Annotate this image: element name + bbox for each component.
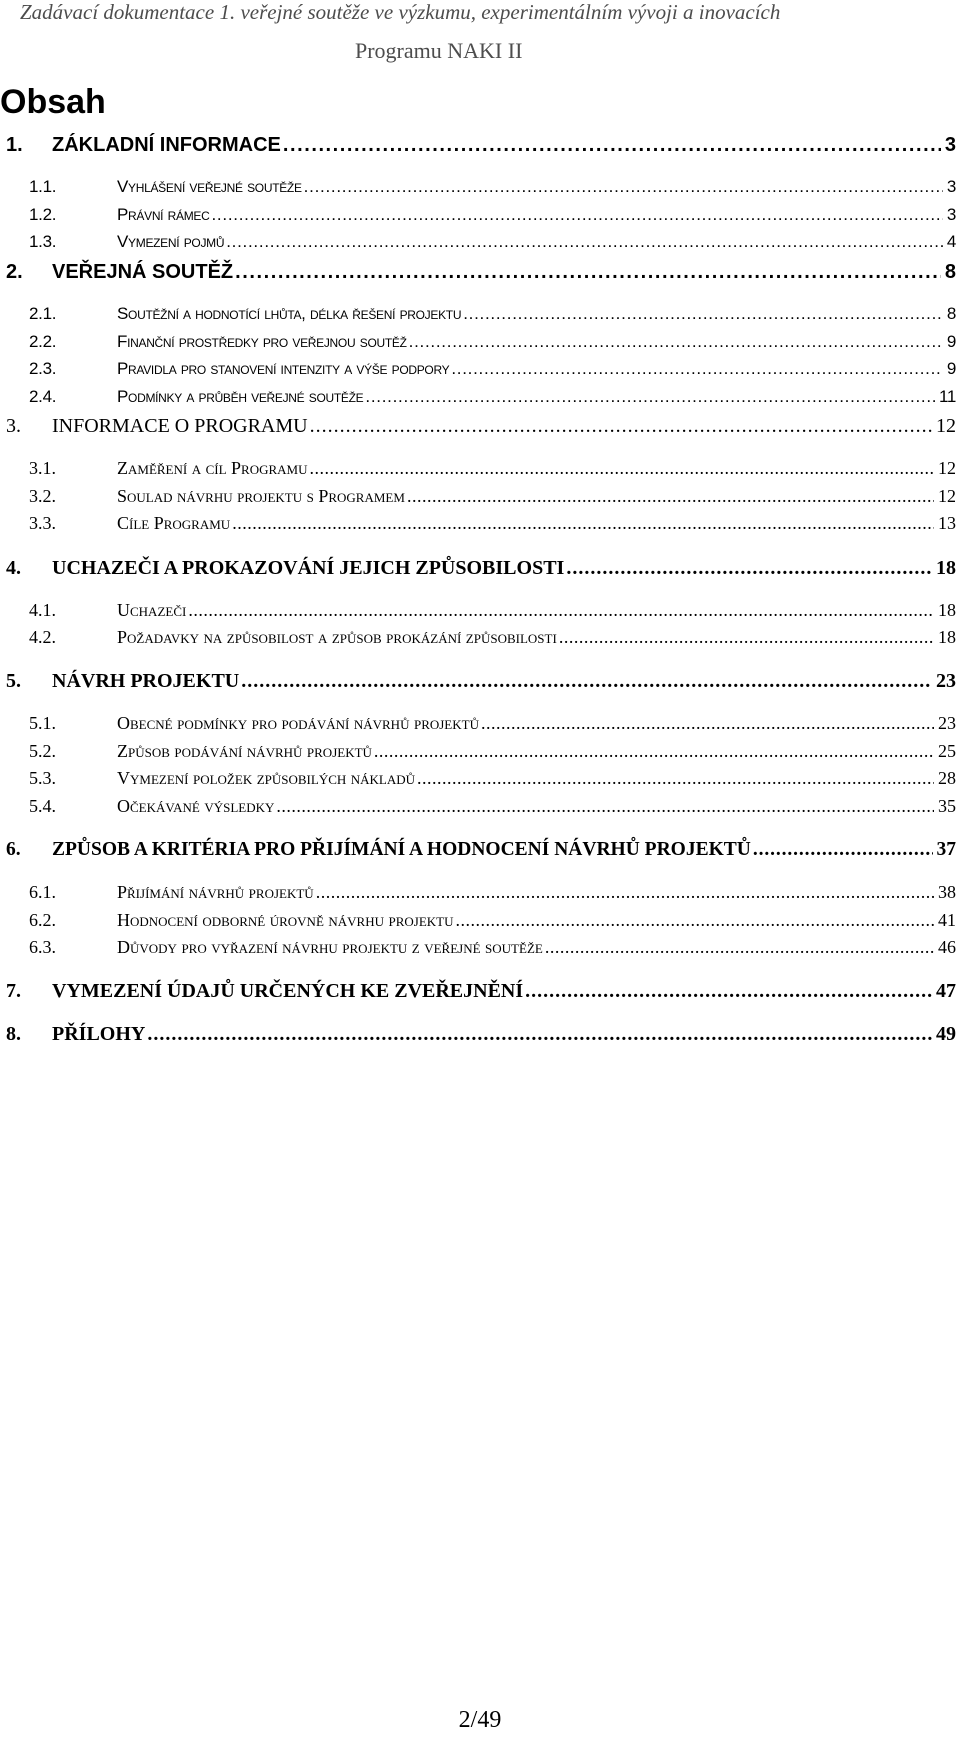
toc-entry-label: Pravidla pro stanovení intenzity a výše podpory xyxy=(117,359,450,378)
toc-entry-6-2[interactable] xyxy=(29,910,956,931)
toc-dot-leader xyxy=(451,359,943,379)
toc-entry-5-1[interactable] xyxy=(29,713,956,734)
toc-entry-6[interactable] xyxy=(6,839,956,861)
toc-dot-leader xyxy=(316,882,934,903)
toc-dot-leader xyxy=(226,232,943,252)
toc-entry-page: 46 xyxy=(938,937,956,957)
toc-entry-2-1[interactable] xyxy=(29,304,956,324)
toc-dot-leader xyxy=(310,415,932,438)
toc-entry-number: 4.2. xyxy=(29,627,56,647)
toc-entry-label: Cíle Programu xyxy=(117,513,231,533)
toc-entry-number: 2. xyxy=(6,261,23,283)
toc-dot-leader xyxy=(241,670,932,693)
toc-entry-5[interactable] xyxy=(6,670,956,693)
toc-entry-3-1[interactable] xyxy=(29,458,956,479)
toc-entry-label: Vymezení položek způsobilých nákladů xyxy=(117,768,416,788)
toc-entry-page: 4 xyxy=(946,232,956,251)
toc-entry-label: PŘÍLOHY xyxy=(52,1023,146,1045)
toc-entry-page: 18 xyxy=(936,557,956,579)
toc-entry-number: 6. xyxy=(6,839,21,860)
toc-entry-page: 38 xyxy=(938,882,956,902)
toc-dot-leader xyxy=(409,332,943,352)
toc-entry-page: 9 xyxy=(946,332,956,351)
toc-entry-4-2[interactable] xyxy=(29,627,956,648)
toc-entry-page: 13 xyxy=(938,513,956,533)
toc-entry-2-2[interactable] xyxy=(29,332,956,352)
toc-entry-1-3[interactable] xyxy=(29,232,956,252)
toc-entry-6-3[interactable] xyxy=(29,937,956,958)
toc-dot-leader xyxy=(235,261,941,284)
toc-entry-number: 2.4. xyxy=(29,387,57,406)
toc-entry-label: Vymezení pojmů xyxy=(117,232,225,251)
toc-entry-page: 3 xyxy=(946,177,956,196)
toc-dot-leader xyxy=(417,768,934,789)
toc-entry-7[interactable] xyxy=(6,980,956,1003)
toc-entry-number: 3.2. xyxy=(29,486,56,506)
toc-entry-page: 18 xyxy=(938,600,956,620)
toc-entry-number: 5. xyxy=(6,670,21,692)
toc-entry-label: Soutěžní a hodnotící lhůta, délka řešení projektu xyxy=(117,304,462,323)
toc-entry-number: 5.1. xyxy=(29,713,56,733)
toc-entry-page: 8 xyxy=(944,261,956,283)
toc-entry-label: Právní rámec xyxy=(117,205,210,224)
toc-entry-5-3[interactable] xyxy=(29,768,956,789)
toc-dot-leader xyxy=(188,600,934,621)
toc-entry-label: Soulad návrhu projektu s Programem xyxy=(117,486,405,506)
toc-entry-number: 1.1. xyxy=(29,177,57,196)
toc-dot-leader xyxy=(559,627,934,648)
document-title: Zadávací dokumentace 1. veřejné soutěže ve výzkumu, experimentálním vývoji a inovacích xyxy=(20,0,781,24)
toc-entry-page: 18 xyxy=(938,627,956,647)
toc-entry-label: Požadavky na způsobilost a způsob prokázání způsobilosti xyxy=(117,627,557,647)
toc-entry-page: 3 xyxy=(946,205,956,224)
toc-entry-number: 3.3. xyxy=(29,513,56,533)
toc-entry-6-1[interactable] xyxy=(29,882,956,903)
toc-entry-label: ZÁKLADNÍ INFORMACE xyxy=(52,134,281,156)
toc-entry-page: 28 xyxy=(938,768,956,788)
toc-entry-page: 23 xyxy=(936,670,956,692)
toc-entry-number: 4. xyxy=(6,557,21,579)
toc-entry-number: 3.1. xyxy=(29,458,56,478)
toc-entry-label: ZPŮSOB A KRITÉRIA PRO PŘIJÍMÁNÍ A HODNOCENÍ NÁVRHŮ PROJEKTŮ xyxy=(52,839,751,860)
toc-entry-3-3[interactable] xyxy=(29,513,956,534)
toc-dot-leader xyxy=(211,205,942,225)
toc-entry-label: VYMEZENÍ ÚDAJŮ URČENÝCH KE ZVEŘEJNĚNÍ xyxy=(52,980,524,1002)
toc-entry-label: Vyhlášení veřejné soutěže xyxy=(117,177,302,196)
toc-entry-page: 12 xyxy=(936,415,956,437)
toc-entry-number: 6.2. xyxy=(29,910,56,930)
toc-entry-label: Finanční prostředky pro veřejnou soutěž xyxy=(117,332,407,351)
toc-entry-3-2[interactable] xyxy=(29,486,956,507)
toc-entry-page: 11 xyxy=(938,387,956,406)
toc-entry-number: 2.3. xyxy=(29,359,57,378)
toc-dot-leader xyxy=(232,513,934,534)
toc-entry-page: 12 xyxy=(938,486,956,506)
toc-entry-label: Způsob podávání návrhů projektů xyxy=(117,741,372,761)
toc-entry-page: 37 xyxy=(936,839,956,860)
toc-entry-number: 5.4. xyxy=(29,796,56,816)
toc-dot-leader xyxy=(147,1023,932,1046)
toc-dot-leader xyxy=(753,839,933,861)
toc-entry-4-1[interactable] xyxy=(29,600,956,621)
toc-dot-leader xyxy=(463,304,943,324)
toc-entry-number: 1.3. xyxy=(29,232,57,251)
toc-entry-label: Obecné podmínky pro podávání návrhů projektů xyxy=(117,713,479,733)
toc-entry-label: Podmínky a průběh veřejné soutěže xyxy=(117,387,364,406)
toc-entry-label: Přijímání návrhů projektů xyxy=(117,882,314,902)
toc-entry-label: UCHAZEČI A PROKAZOVÁNÍ JEJICH ZPŮSOBILOSTI xyxy=(52,557,565,579)
toc-entry-page: 8 xyxy=(946,304,956,323)
toc-dot-leader xyxy=(456,910,935,931)
toc-dot-leader xyxy=(365,387,935,407)
toc-dot-leader xyxy=(283,134,941,157)
toc-entry-number: 8. xyxy=(6,1023,21,1045)
toc-entry-1-2[interactable] xyxy=(29,205,956,225)
toc-entry-page: 41 xyxy=(938,910,956,930)
toc-entry-label: Uchazeči xyxy=(117,600,187,620)
toc-entry-page: 25 xyxy=(938,741,956,761)
toc-entry-2-4[interactable] xyxy=(29,387,956,407)
toc-entry-label: Zaměření a cíl Programu xyxy=(117,458,308,478)
toc-entry-number: 2.2. xyxy=(29,332,57,351)
toc-entry-number: 4.1. xyxy=(29,600,56,620)
toc-entry-number: 1.2. xyxy=(29,205,57,224)
toc-entry-5-2[interactable] xyxy=(29,741,956,762)
toc-entry-page: 35 xyxy=(938,796,956,816)
toc-entry-page: 9 xyxy=(946,359,956,378)
toc-entry-page: 47 xyxy=(936,980,956,1002)
toc-dot-leader xyxy=(407,486,934,507)
toc-entry-number: 2.1. xyxy=(29,304,57,323)
toc-entry-number: 6.3. xyxy=(29,937,56,957)
toc-entry-number: 5.2. xyxy=(29,741,56,761)
toc-dot-leader xyxy=(481,713,934,734)
toc-entry-label: Důvody pro vyřazení návrhu projektu z veřejné soutěže xyxy=(117,937,543,957)
toc-entry-8[interactable] xyxy=(6,1023,956,1046)
toc-entry-number: 1. xyxy=(6,134,23,156)
toc-entry-5-4[interactable] xyxy=(29,796,956,817)
toc-entry-3[interactable] xyxy=(6,415,956,438)
toc-entry-1[interactable] xyxy=(6,134,956,157)
toc-dot-leader xyxy=(310,458,934,479)
toc-heading: Obsah xyxy=(0,83,106,121)
toc-entry-number: 5.3. xyxy=(29,768,56,788)
toc-entry-page: 3 xyxy=(944,134,956,156)
toc-entry-2[interactable] xyxy=(6,261,956,284)
toc-entry-1-1[interactable] xyxy=(29,177,956,197)
toc-entry-4[interactable] xyxy=(6,557,956,580)
toc-entry-page: 23 xyxy=(938,713,956,733)
toc-entry-label: NÁVRH PROJEKTU xyxy=(52,670,240,692)
toc-entry-number: 6.1. xyxy=(29,882,56,902)
toc-entry-2-3[interactable] xyxy=(29,359,956,379)
page-number: 2/49 xyxy=(458,1707,502,1733)
toc-entry-page: 12 xyxy=(938,458,956,478)
toc-dot-leader xyxy=(525,980,932,1003)
toc-dot-leader xyxy=(276,796,934,817)
toc-dot-leader xyxy=(566,557,932,580)
toc-dot-leader xyxy=(304,177,943,197)
toc-entry-label: Hodnocení odborné úrovně návrhu projektu xyxy=(117,910,454,930)
toc-entry-number: 3. xyxy=(6,415,21,437)
toc-entry-page: 49 xyxy=(936,1023,956,1045)
toc-dot-leader xyxy=(374,741,934,762)
toc-entry-number: 7. xyxy=(6,980,21,1002)
toc-dot-leader xyxy=(545,937,934,958)
toc-entry-label: Očekávané výsledky xyxy=(117,796,275,816)
toc-entry-label: VEŘEJNÁ SOUTĚŽ xyxy=(52,261,234,283)
document-subtitle: Programu NAKI II xyxy=(355,38,523,63)
toc-entry-label: INFORMACE O PROGRAMU xyxy=(52,415,308,437)
